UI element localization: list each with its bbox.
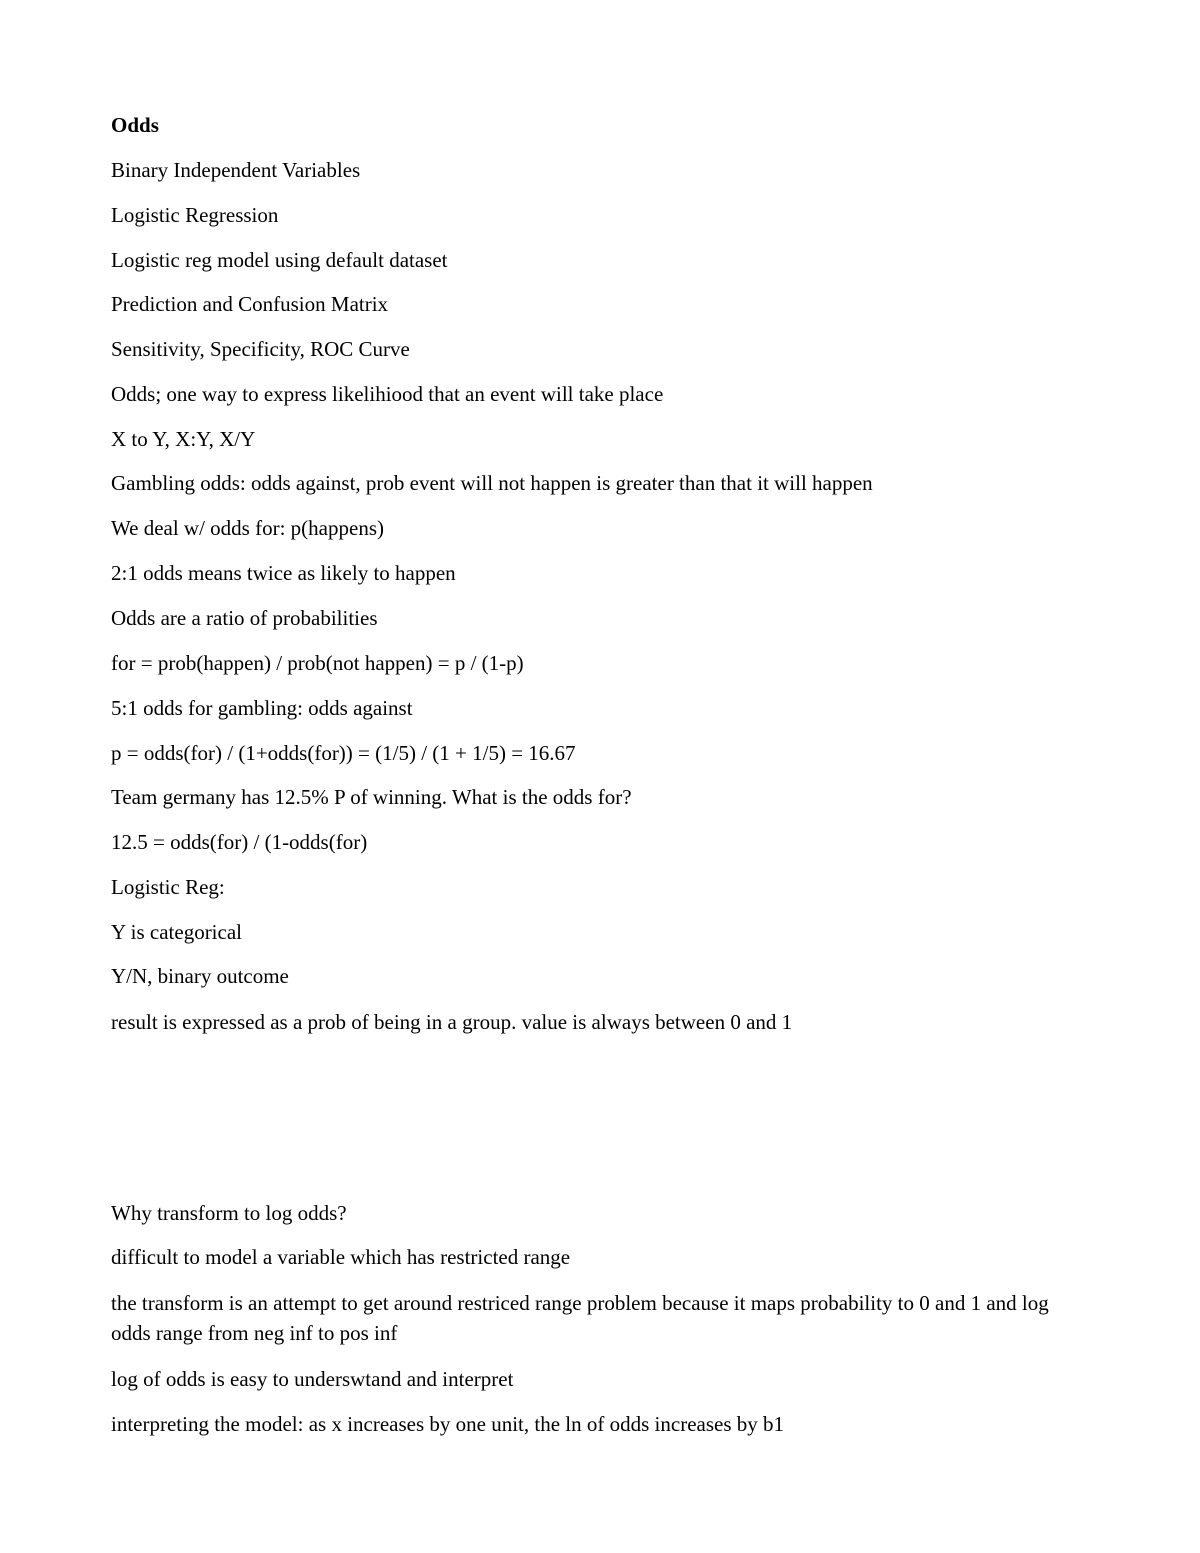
text-line: Logistic Regression	[111, 203, 279, 227]
text-line: Logistic Reg:	[111, 875, 225, 899]
text-paragraph: the transform is an attempt to get around restriced range problem because it maps probability to 0 and 1 and log odds range from neg inf to pos inf	[111, 1291, 1049, 1345]
text-line: Y is categorical	[111, 920, 242, 944]
text-line: Y/N, binary outcome	[111, 964, 289, 988]
text-line: Gambling odds: odds against, prob event will not happen is greater than that it will happen	[111, 471, 873, 495]
text-line: 5:1 odds for gambling: odds against	[111, 696, 413, 720]
section-heading: Why transform to log odds?	[111, 1201, 347, 1225]
text-line: Prediction and Confusion Matrix	[111, 292, 389, 316]
text-line: 12.5 = odds(for) / (1-odds(for)	[111, 830, 368, 854]
text-line: 2:1 odds means twice as likely to happen	[111, 561, 456, 585]
text-line: X to Y, X:Y, X/Y	[111, 427, 256, 451]
text-line: Team germany has 12.5% P of winning. What is the odds for?	[111, 785, 632, 809]
text-line: for = prob(happen) / prob(not happen) = p / (1-p)	[111, 651, 524, 675]
text-line: interpreting the model: as x increases by one unit, the ln of odds increases by b1	[111, 1412, 784, 1436]
text-line: We deal w/ odds for: p(happens)	[111, 516, 384, 540]
text-line: log of odds is easy to underswtand and interpret	[111, 1367, 514, 1391]
document-title: Odds	[111, 113, 159, 137]
text-line: difficult to model a variable which has restricted range	[111, 1245, 571, 1269]
text-line: result is expressed as a prob of being in a group. value is always between 0 and 1	[111, 1010, 793, 1034]
text-line: Sensitivity, Specificity, ROC Curve	[111, 337, 410, 361]
text-line: Odds are a ratio of probabilities	[111, 606, 378, 630]
text-line: Logistic reg model using default dataset	[111, 248, 448, 272]
text-line: Binary Independent Variables	[111, 158, 361, 182]
text-line: p = odds(for) / (1+odds(for)) = (1/5) / (1 + 1/5) = 16.67	[111, 741, 576, 765]
text-line: Odds; one way to express likelihiood that an event will take place	[111, 382, 664, 406]
